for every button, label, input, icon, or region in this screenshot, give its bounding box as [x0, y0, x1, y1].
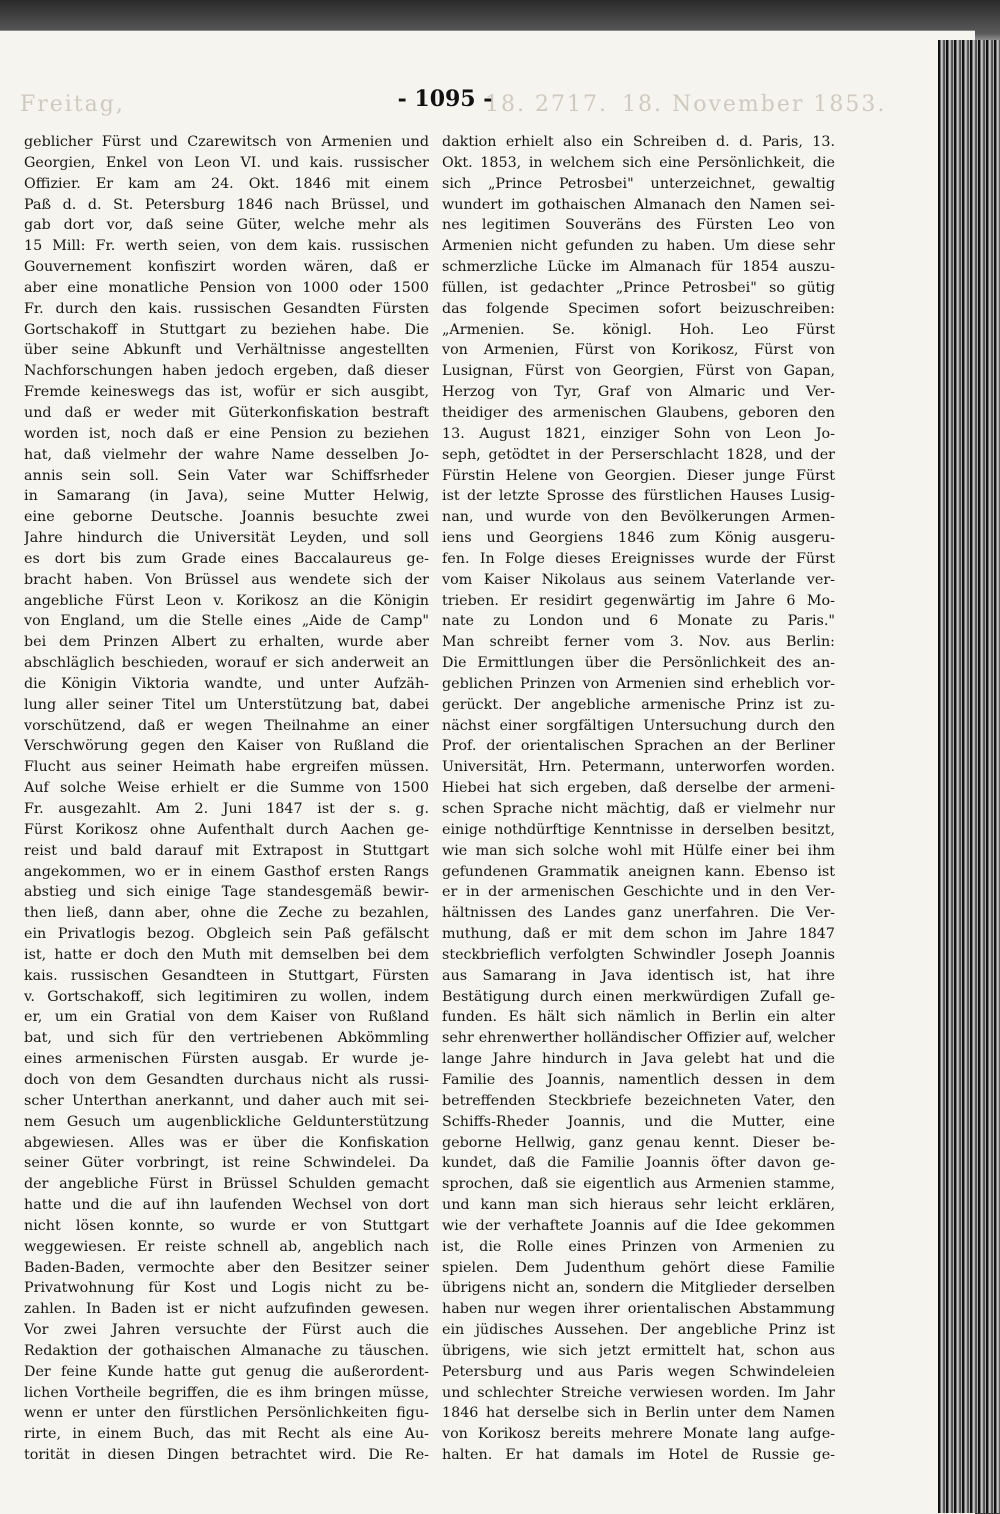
text-line: abstieg und sich einige Tage standesgemäß bewir-	[24, 884, 429, 901]
text-line: Familie des Joannis, namentlich dessen in dem	[442, 1071, 835, 1088]
text-line: in Samarang (in Java), seine Mutter Helwig,	[24, 488, 429, 505]
bleed-through-text-right: 18. November 1853.	[622, 92, 887, 117]
text-line: hatte und die auf ihn laufenden Wechsel von dort	[24, 1197, 429, 1214]
text-line: er in der armenischen Geschichte und in den Ver-	[442, 884, 835, 901]
text-line: bracht haben. Von Brüssel aus wendete sich der	[24, 571, 429, 588]
text-line: er, um ein Gratial von dem Kaiser von Rußland	[24, 1009, 429, 1026]
bleed-through-text-left: Freitag,	[20, 92, 125, 117]
text-line: betreffenden Steckbriefe bezeichneten Vater, den	[442, 1092, 835, 1109]
text-line: aber eine monatliche Pension von 1000 oder 1500	[24, 279, 429, 296]
page-stack-edge	[938, 40, 1000, 1513]
text-line: lung aller seiner Titel um Unterstützung bat, dabei	[24, 696, 429, 713]
text-line: ein jüdisches Aussehen. Der angebliche Prinz ist	[442, 1322, 835, 1339]
text-line: Schiffs-Rheder Joannis, und die Mutter, eine	[442, 1113, 835, 1130]
text-line: nate zu London und 6 Monate zu Paris."	[442, 613, 835, 630]
text-line: muthung, daß er mit dem schon im Jahre 1847	[442, 926, 835, 943]
text-line: geblicher Fürst und Czarewitsch von Armenien und	[24, 134, 429, 150]
text-line: Armenien nicht gefunden zu haben. Um diese sehr	[442, 238, 835, 255]
text-line: schmerzliche Lücke im Almanach für 1854 auszu-	[442, 259, 835, 276]
text-line: Redaktion der gothaischen Almanache zu täuschen.	[24, 1342, 429, 1359]
text-line: geborne Hellwig, ganz genau kennt. Dieser be-	[442, 1134, 835, 1151]
text-line: Fürst Korikosz ohne Aufenthalt durch Aachen ge-	[24, 821, 429, 838]
text-line: halten. Er hat damals im Hotel de Russie ge-	[442, 1447, 835, 1464]
text-line: annis sein soll. Sein Vater war Schiffsrheder	[24, 467, 429, 484]
text-line: wundert im gothaischen Almanach den Namen sei-	[442, 196, 835, 213]
text-line: sich „Prince Petrosbei" unterzeichnet, gewaltig	[442, 175, 835, 192]
text-line: rirte, in einem Buch, das mit Recht als eine Au-	[24, 1426, 429, 1443]
text-line: ist der letzte Sprosse des fürstlichen Hauses Lusig-	[442, 488, 835, 505]
text-line: aus Samarang in Java identisch ist, hat ihre	[442, 967, 835, 984]
text-line: die Königin Viktoria wandte, und unter Aufzäh-	[24, 675, 429, 692]
text-line: Flucht aus seiner Heimath habe ergreifen müssen.	[24, 759, 429, 776]
text-line: worden ist, noch daß er eine Pension zu beziehen	[24, 425, 429, 442]
text-line: „Armenien. Se. königl. Hoh. Leo Fürst	[442, 321, 835, 338]
text-line: Petersburg und aus Paris wegen Schwindeleien	[442, 1363, 835, 1380]
text-line: ist, hatte er doch den Muth mit demselben bei dem	[24, 946, 429, 963]
text-line: haben nur wegen ihrer orientalischen Abstammung	[442, 1301, 835, 1318]
text-line: vom Kaiser Nikolaus aus seinem Vaterlande ver-	[442, 571, 835, 588]
text-line: kundet, daß die Familie Joannis öfter davon ge-	[442, 1155, 835, 1172]
text-line: lichen Vortheile begriffen, die es ihm bringen müsse,	[24, 1384, 429, 1401]
text-line: Verschwörung gegen den Kaiser von Rußland die	[24, 738, 429, 755]
text-line: Man schreibt ferner vom 3. Nov. aus Berlin:	[442, 634, 835, 651]
text-line: einige nothdürftige Kenntnisse in derselben besitzt,	[442, 821, 835, 838]
text-line: then ließ, dann aber, ohne die Zeche zu bezahlen,	[24, 905, 429, 922]
text-line: doch von dem Gesandten durchaus nicht als russi-	[24, 1071, 429, 1088]
text-line: übrigens, wie sich jetzt ermittelt hat, schon aus	[442, 1342, 835, 1359]
text-line: Gortschakoff in Stuttgart zu beziehen habe. Die	[24, 321, 429, 338]
text-line: v. Gortschakoff, sich legitimiren zu wollen, indem	[24, 988, 429, 1005]
text-line: gefundenen Grammatik aneignen kann. Ebenso ist	[442, 863, 835, 880]
text-line: scher Unterthan anerkannt, und daher auch mit sei-	[24, 1092, 429, 1109]
text-line: Herzog von Tyr, Graf von Almaric und Ver-	[442, 384, 835, 401]
text-line: Bestätigung durch einen merkwürdigen Zufall ge-	[442, 988, 835, 1005]
text-line: Offizier. Er kam am 24. Okt. 1846 mit einem	[24, 175, 429, 192]
text-line: eines armenischen Fürsten ausgab. Er wurde je-	[24, 1051, 429, 1068]
text-line: 15 Mill: Fr. werth seien, von dem kais. russischen	[24, 238, 429, 255]
text-line: von Korikosz bereits mehrere Monate lang aufge-	[442, 1426, 835, 1443]
text-line: nes legitimen Souveräns des Fürsten Leo von	[442, 217, 835, 234]
text-line: übrigens nicht an, sondern die Mitglieder derselben	[442, 1280, 835, 1297]
text-line: füllen, ist gedachter „Prince Petrosbei" so gütig	[442, 279, 835, 296]
text-line: Hiebei hat sich ergeben, daß derselbe der armeni-	[442, 780, 835, 797]
text-line: Gouvernement konfiszirt worden wären, daß er	[24, 259, 429, 276]
text-line: funden. Es hält sich nämlich in Berlin ein alter	[442, 1009, 835, 1026]
text-line: nan, und wurde von den Bevölkerungen Armen-	[442, 509, 835, 526]
text-line: Fremde keineswegs das ist, wofür er sich ausgibt,	[24, 384, 429, 401]
text-line: hältnissen des Landes ganz unerfahren. Die Ver-	[442, 905, 835, 922]
text-line: nächst einer sorgfältigen Untersuchung durch den	[442, 717, 835, 734]
text-line: das folgende Specimen sofort beizuschreiben:	[442, 300, 835, 317]
text-line: Lusignan, Fürst von Georgien, Fürst von Gapan,	[442, 363, 835, 380]
text-line: über seine Abkunft und Verhältnisse angestellten	[24, 342, 429, 359]
text-line: es dort bis zum Grade eines Baccalaureus ge-	[24, 550, 429, 567]
text-line: Baden-Baden, vermochte aber den Besitzer seiner	[24, 1259, 429, 1276]
text-line: theidiger des armenischen Glaubens, geboren den	[442, 404, 835, 421]
text-line: geblichen Prinzen von Armenien sind erheblich vor-	[442, 675, 835, 692]
text-line: seiner Güter vorbringt, ist reine Schwindelei. Da	[24, 1155, 429, 1172]
text-line: Auf solche Weise erhielt er die Summe von 1500	[24, 780, 429, 797]
text-line: abgewiesen. Alles was er über die Konfiskation	[24, 1134, 429, 1151]
text-line: sehr ehrenwerther holländischer Offizier auf, welcher	[442, 1030, 835, 1047]
text-line: nicht lösen konnte, so wurde er von Stuttgart	[24, 1217, 429, 1234]
text-line: bat, und sich für den vertriebenen Abkömmling	[24, 1030, 429, 1047]
text-line: wenn er unter den fürstlichen Persönlichkeiten figu-	[24, 1405, 429, 1422]
text-line: ein Privatlogis bezog. Obgleich sein Paß gefälscht	[24, 926, 429, 943]
text-line: Privatwohnung für Kost und Logis nicht zu be-	[24, 1280, 429, 1297]
text-line: eine geborne Deutsche. Joannis besuchte zwei	[24, 509, 429, 526]
text-line: ist, die Rolle eines Prinzen von Armenien zu	[442, 1238, 835, 1255]
right-text-column	[442, 132, 835, 1466]
text-line: Fr. ausgezahlt. Am 2. Juni 1847 ist der s. g.	[24, 801, 429, 817]
text-line: und schlechter Streiche verwiesen worden. Im Jahr	[442, 1384, 835, 1401]
text-line: angebliche Fürst Leon v. Korikosz an die Königin	[24, 592, 429, 609]
text-line: vorschützend, daß er wegen Theilnahme an einer	[24, 717, 429, 734]
text-line: Georgien, Enkel von Leon VI. und kais. russischer	[24, 154, 429, 171]
text-line: Vor zwei Jahren versuchte der Fürst auch die	[24, 1322, 429, 1339]
text-line: 13. August 1821, einziger Sohn von Leon Jo-	[442, 425, 835, 442]
text-line: hat, daß vielmehr der wahre Name desselben Jo-	[24, 446, 429, 463]
text-line: torität in diesen Dingen betrachtet wird. Die Re-	[24, 1447, 429, 1464]
text-line: und kann man sich hieraus sehr leicht erklären,	[442, 1197, 835, 1214]
text-line: von England, um die Stelle eines „Aide de Camp"	[24, 613, 429, 630]
text-line: Prof. der orientalischen Sprachen an der Berliner	[442, 738, 835, 755]
text-line: Nachforschungen haben jedoch ergeben, daß dieser	[24, 363, 429, 380]
text-line: zahlen. In Baden ist er nicht aufzufinden gewesen.	[24, 1301, 429, 1318]
text-line: Fürstin Helene von Georgien. Dieser junge Fürst	[442, 467, 835, 484]
text-line: gerückt. Der angebliche armenische Prinz ist zu-	[442, 696, 835, 713]
text-line: weggewiesen. Er reiste schnell ab, angeblich nach	[24, 1238, 429, 1255]
text-line: sprochen, daß sie eigentlich aus Armenien stamme,	[442, 1176, 835, 1193]
text-line: 1846 hat derselbe sich in Berlin unter dem Namen	[442, 1405, 835, 1422]
text-line: gab dort vor, daß seine Güter, welche mehr als	[24, 217, 429, 234]
text-line: angekommen, wo er in einem Gasthof ersten Rangs	[24, 863, 429, 880]
text-line: spielen. Dem Judenthum gehört diese Familie	[442, 1259, 835, 1276]
text-line: schen Sprache nicht mächtig, daß er vielmehr nur	[442, 801, 835, 817]
text-line: lange Jahre hindurch in Java gelebt hat und die	[442, 1051, 835, 1068]
text-line: trieben. Er residirt gegenwärtig im Jahre 6 Mo-	[442, 592, 835, 609]
text-line: abschläglich beschieden, worauf er sich anderweit an	[24, 655, 429, 672]
left-text-column	[24, 132, 429, 1466]
text-line: Fr. durch den kais. russischen Gesandten Fürsten	[24, 300, 429, 317]
text-line: Jahre hindurch die Universität Leyden, und soll	[24, 530, 429, 547]
text-line: seph, getödtet in der Perserschlacht 1828, und der	[442, 446, 835, 463]
text-line: wie der verhaftete Joannis auf die Idee gekommen	[442, 1217, 835, 1234]
text-line: wie man sich solche wohl mit Hülfe einer bei ihm	[442, 842, 835, 859]
text-line: Okt. 1853, in welchem sich eine Persönlichkeit, die	[442, 154, 835, 171]
text-line: Die Ermittlungen über die Persönlichkeit des an-	[442, 655, 835, 672]
text-line: von Armenien, Fürst von Korikosz, Fürst von	[442, 342, 835, 359]
text-line: Paß d. d. St. Petersburg 1846 nach Brüssel, und	[24, 196, 429, 213]
text-line: Der feine Kunde hatte gut genug die außerordent-	[24, 1363, 429, 1380]
text-line: nem Gesuch um augenblickliche Geldunterstützung	[24, 1113, 429, 1130]
text-line: und daß er weder mit Güterkonfiskation bestraft	[24, 404, 429, 421]
text-line: fen. In Folge dieses Ereignisses wurde der Fürst	[442, 550, 835, 567]
bleed-through-text-middle: 18. 2717.	[485, 92, 608, 117]
text-line: Universität, Hrn. Petermann, unterworfen worden.	[442, 759, 835, 776]
text-line: bei dem Prinzen Albert zu erhalten, wurde aber	[24, 634, 429, 651]
text-line: steckbrieflich verfolgten Schwindler Joseph Joannis	[442, 946, 835, 963]
text-line: reist und bald darauf mit Extrapost in Stuttgart	[24, 842, 429, 859]
text-line: daktion erhielt also ein Schreiben d. d. Paris, 13.	[442, 134, 835, 150]
page-number: - 1095 -	[397, 86, 493, 112]
text-line: der angebliche Fürst in Brüssel Schulden gemacht	[24, 1176, 429, 1193]
text-line: iens und Georgiens 1846 zum König ausgeru-	[442, 530, 835, 547]
text-line: kais. russischen Gesandteen in Stuttgart, Fürsten	[24, 967, 429, 984]
